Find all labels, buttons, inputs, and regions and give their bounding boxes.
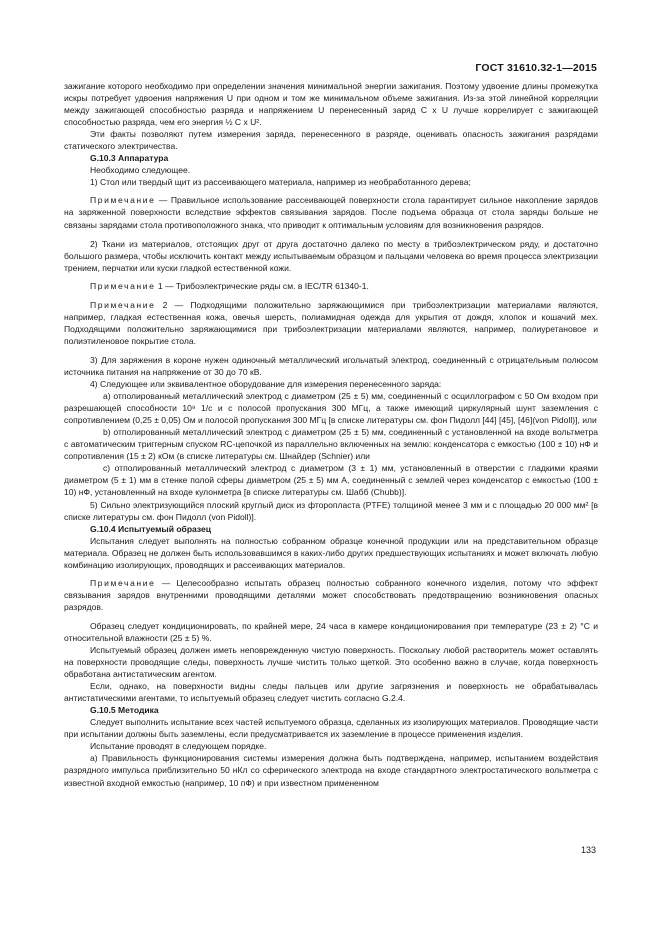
note-label: Примечание xyxy=(90,577,156,588)
note-label: Примечание xyxy=(90,280,156,291)
paragraph: 1) Стол или твердый щит из рассеивающего материала, например из необработанного дерева; xyxy=(90,177,471,188)
paragraph: a) Правильность функционирования системы измерения должна быть подтверждена, например, испытанием воздействия разрядного импульса приблизительно 50 нКл со сферического электрода на входе стандартного электростатического вольтметра с известной входной емкостью (например, 10 пФ) и при известном примененном xyxy=(64,753,598,788)
paragraph: 3) Для заряжения в короне нужен одиночный металлический игольчатый электрод, соединенный с отрицательным полюсом источника питания на напряжение от 30 до 70 кВ. xyxy=(64,354,598,377)
paragraph: зажигание которого необходимо при определении значения минимальной энергии зажигания. Поэтому удвоение длины промежутка искры потребует удвоения напряжения U при одном и том же минимальном объеме зажигания. Из-за этой линейной корреляции между зажигающей способностью разряда и напряжением U перенесенный заряд C x U лучше коррелирует с зажигающей способностью разряда, чем его энергия ½ C x U². xyxy=(64,81,598,128)
paragraph: Необходимо следующее. xyxy=(90,165,191,176)
note-text: 2 — Подходящими положительно заряжающимися при трибоэлектризации материалами являются, например, гладкая естественная кожа, овечья шерсть, полиамидная одежда для укрытия от дождя, хлопок и кошачий мех. Подходящими положительно заряжающимися при трибоэлектризации материалами являются, например, полиуретановое и полиэтиленовое покрытие стола. xyxy=(64,299,598,346)
note-text: 1 — Трибоэлектрические ряды см. в IEC/TR 61340-1. xyxy=(155,280,369,291)
note xyxy=(64,280,598,292)
section-heading: G.10.4 Испытуемый образец xyxy=(90,523,212,534)
paragraph: 5) Сильно электризующийся плоский круглый диск из фторопласта (PTFE) толщиной менее 3 мм и с площадью 20 000 мм² [в списке литературы см. фон Пидолл (von Pidoll)]. xyxy=(64,499,598,522)
paragraph: Испытания следует выполнять на полностью собранном образце конечной продукции или на представительном образце материала. Образец не должен быть использовавшимся в каких-либо других предшествующих испытаниях и может включать любую комбинацию изолирующих, проводящих и рассеивающих материалов. xyxy=(64,535,598,570)
section-heading: G.10.3 Аппаратура xyxy=(90,153,169,164)
paragraph: Испытуемый образец должен иметь неповрежденную чистую поверхность. Поскольку любой растворитель может оставлять на поверхности проводящие следы, поверхность лучше чистить только щеткой. Это особенно важно в случае, когда поверхность обработана антистатическим агентом. xyxy=(64,645,598,680)
list-item: a) отполированный металлический электрод с диаметром (25 ± 5) мм, соединенный с осциллографом с 50 Ом входом при разрешающей способности 10⁹ 1/с и с полосой пропускания 300 МГц, а также имеющий циркулярный шунт заземления с сопротивлением (0,25 ± 0,05) Ом и полосой пропускания 300 МГц [в списке литературы см. фон Пидолл [44] [45], [46](von Pidoll)], или xyxy=(64,391,598,426)
note xyxy=(64,299,598,347)
standard-header: ГОСТ 31610.32-1—2015 xyxy=(475,62,597,74)
note-label: Примечание xyxy=(90,299,156,310)
paragraph: Эти факты позволяют путем измерения заряда, перенесенного в разряде, оценивать опасность зажигания разрядами статического электричества. xyxy=(64,129,598,152)
paragraph: Если, однако, на поверхности видны следы пальцев или другие загрязнения и поверхность не обрабатывалась антистатическими агентами, то испытуемый образец следует чистить согласно G.2.4. xyxy=(64,681,598,704)
note-text: — Целесообразно испытать образец полностью собранного конечного изделия, потому что эффект связывания зарядов внутренними проводящими деталями может способствовать предотвращению возникновения опасных разрядов. xyxy=(64,577,598,612)
note xyxy=(64,577,598,613)
section-heading: G.10.5 Методика xyxy=(90,705,159,716)
page-number: 133 xyxy=(580,845,596,855)
paragraph: 4) Следующее или эквивалентное оборудование для измерения перенесенного заряда: xyxy=(90,379,442,390)
paragraph: 2) Ткани из материалов, отстоящих друг от друга достаточно далеко по месту в трибоэлектрическом ряду, и достаточно большого размера, чтобы исключить контакт между испытываемым образцом и пальцами человека во время процесса электризации трением, перчатки или куски гладкой естественной кожи. xyxy=(64,238,598,273)
note-label: Примечание xyxy=(90,195,156,206)
note xyxy=(64,194,598,230)
paragraph: Образец следует кондиционировать, по крайней мере, 24 часа в камере кондиционирования при температуре (23 ± 2) °С и относительной влажности (25 ± 5) %. xyxy=(64,620,598,643)
note-text: — Правильное использование рассеивающей поверхности стола гарантирует сильное накопление зарядов на заряженной поверхности вследствие эффектов связывания зарядов. После подъема образца от стола заряды больше не связаны зарядами стола противоположного знака, что приводит к оптимальным условиям для возникновения разрядов. xyxy=(64,195,598,230)
list-item: b) отполированный металлический электрод с диаметром (25 ± 5) мм, соединенный с установленной на входе вольтметра с автоматическим триггерным спуском RC-цепочкой из параллельно включенных на землю: конденсатора с емкостью (100 ± 10) нФ и сопротивления (15 ± 2) кОм (в списке литературы см. Шнайдер (Schnier) или xyxy=(64,427,598,462)
list-item: c) отполированный металлический электрод с диаметром (3 ± 1) мм, установленный в отверстии с гладкими краями диаметром (5 ± 1) мм в стенке полой сферы диаметром (25 ± 5) мм A, соединенный с землей через конденсатор с емкостью (100 ± 10) нФ, установленный на входе кулонметра [в списке литературы см. Шабб (Chubb)]. xyxy=(64,463,598,498)
paragraph: Следует выполнить испытание всех частей испытуемого образца, сделанных из изолирующих материалов. Проводящие части при испытании должны быть заземлены, если предусматривается их заземление в процессе применения изделия. xyxy=(64,717,598,740)
document-body xyxy=(64,80,598,789)
paragraph: Испытание проводят в следующем порядке. xyxy=(90,741,267,752)
